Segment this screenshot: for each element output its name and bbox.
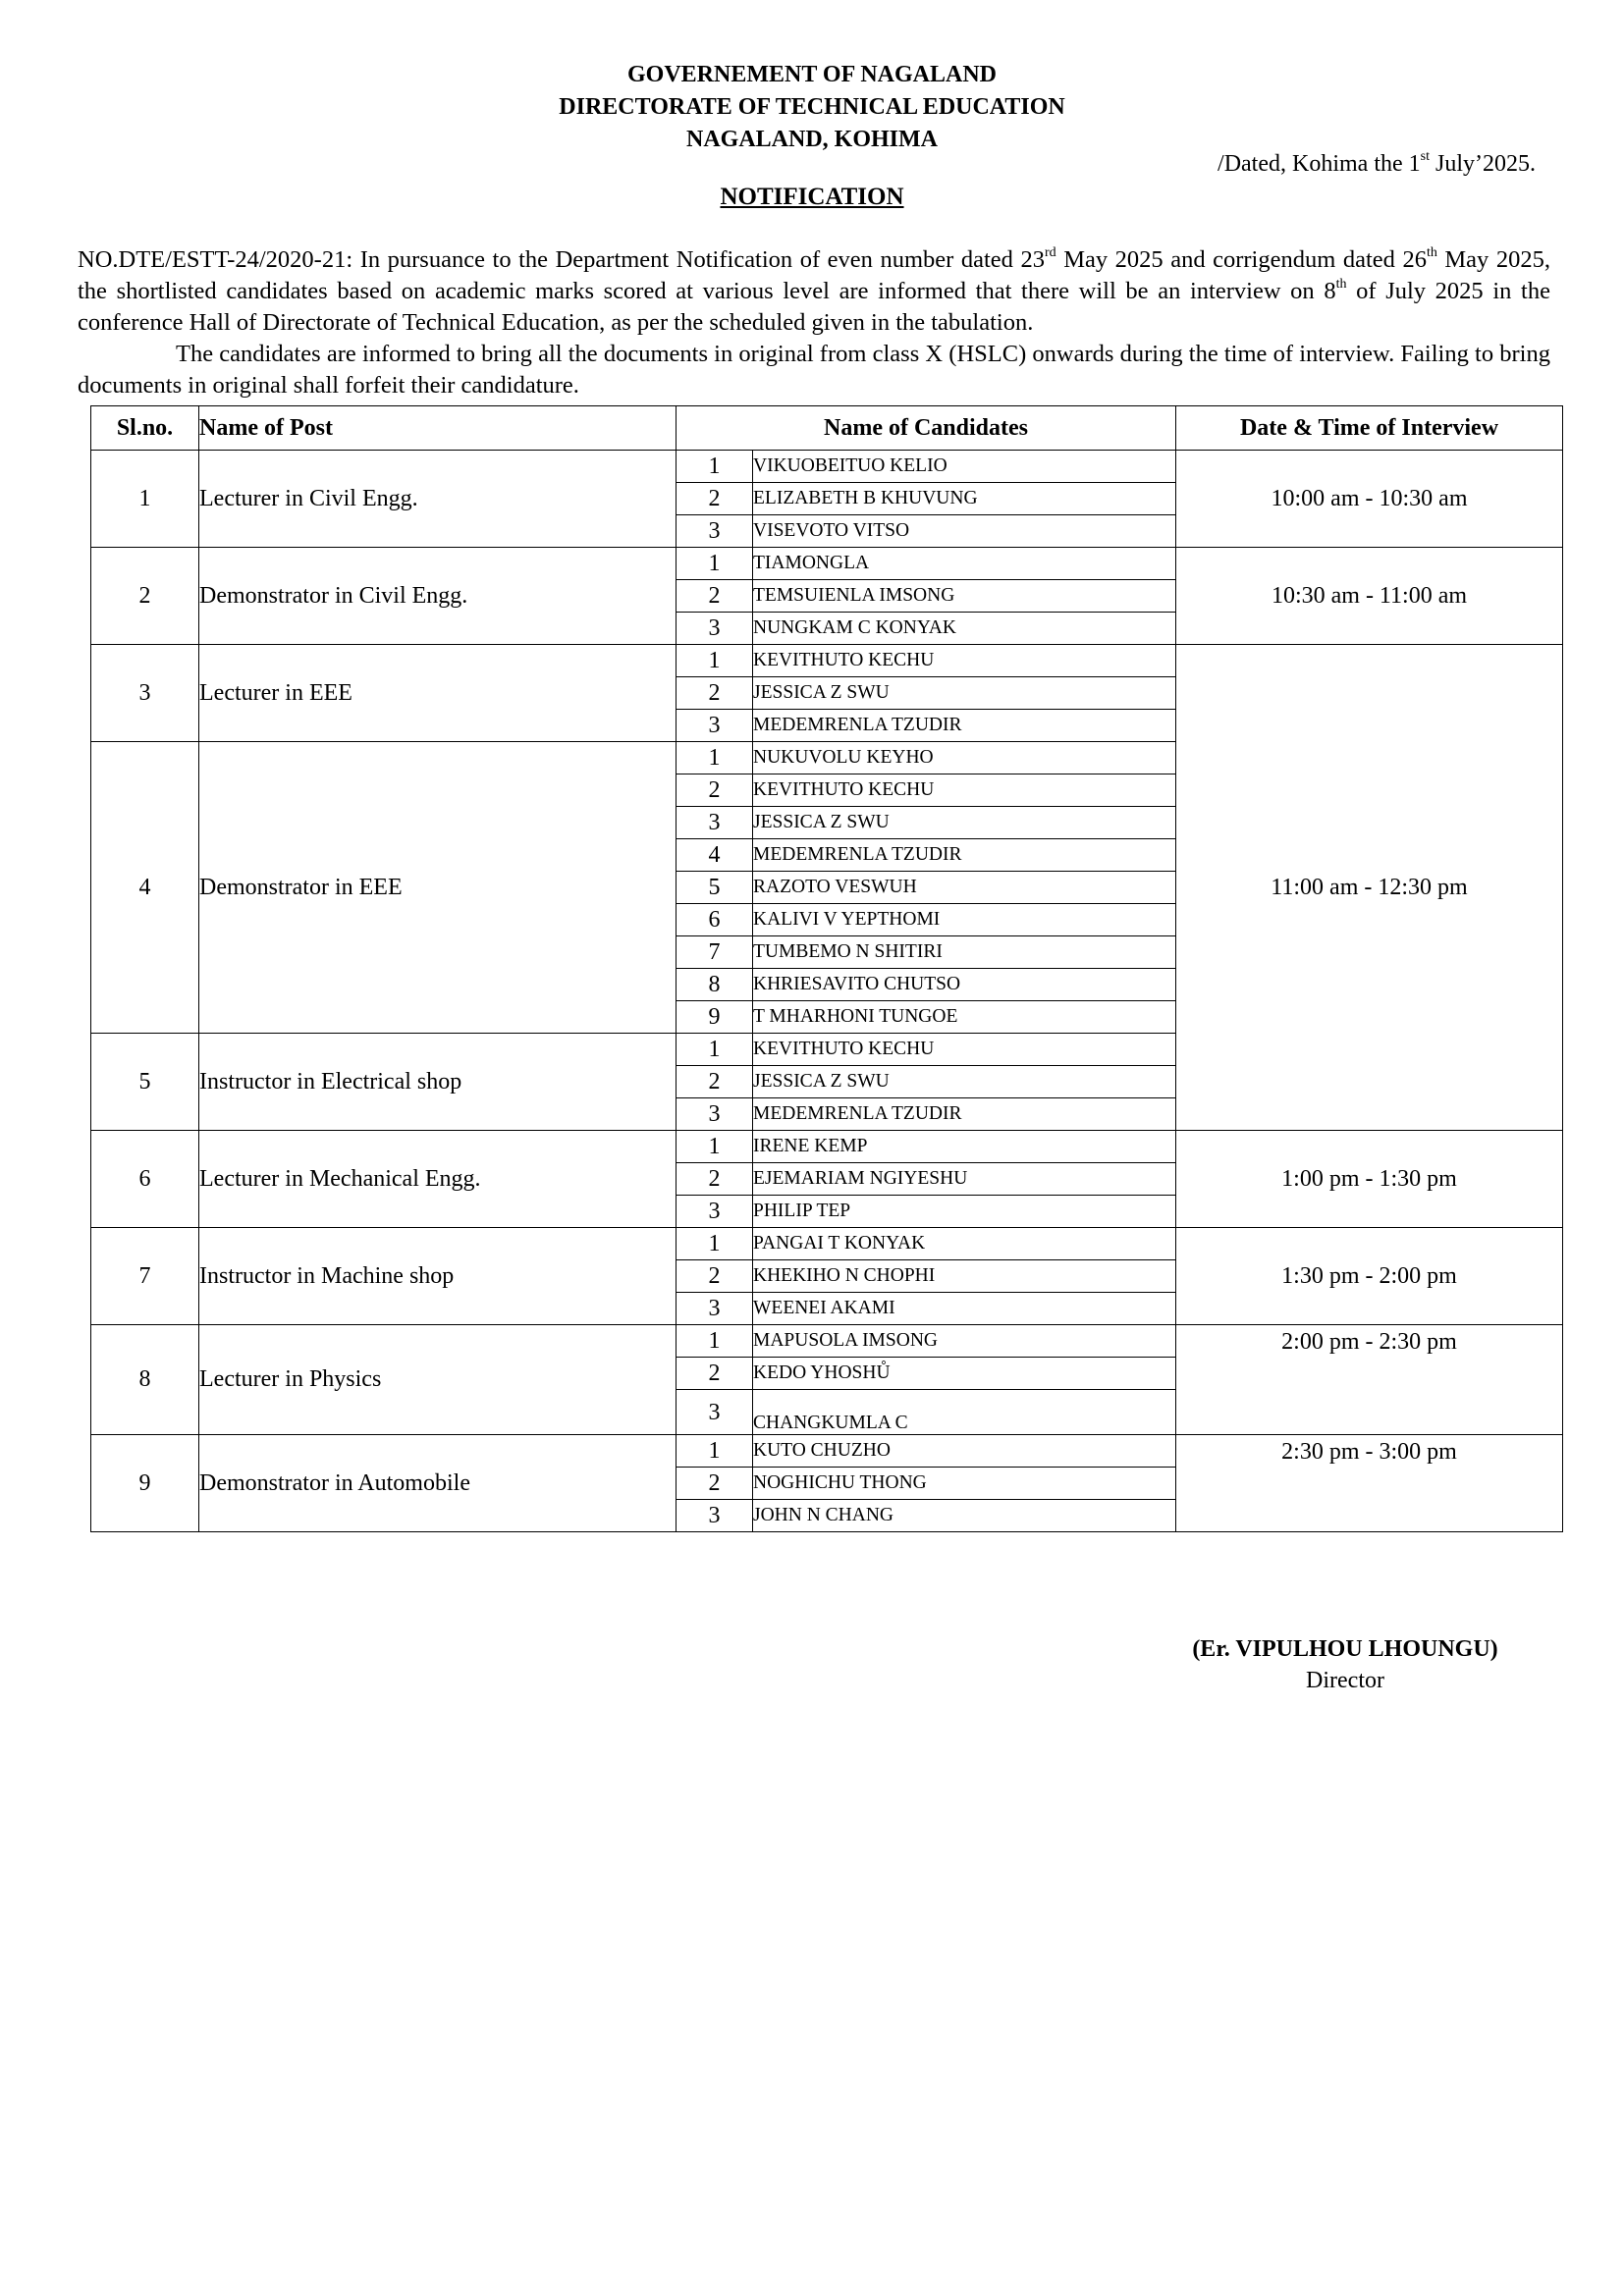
- signature-block: [1080, 1633, 1610, 1696]
- candidate-name: T MHARHONI TUNGOE: [753, 1001, 1176, 1034]
- serial-number: 1: [91, 451, 199, 548]
- table-row: [91, 1228, 1563, 1260]
- candidate-number: 1: [677, 451, 753, 483]
- table-row: [91, 1325, 1563, 1358]
- serial-number: 9: [91, 1435, 199, 1532]
- candidate-name: KHRIESAVITO CHUTSO: [753, 969, 1176, 1001]
- candidate-number: 1: [677, 645, 753, 677]
- table-row: [91, 548, 1563, 580]
- date-suffix: July’2025.: [1430, 151, 1536, 177]
- interview-time: 2:30 pm - 3:00 pm: [1176, 1435, 1563, 1532]
- signatory-name: (Er. VIPULHOU LHOUNGU): [1192, 1636, 1498, 1662]
- candidate-number: 6: [677, 904, 753, 936]
- candidate-number: 2: [677, 677, 753, 710]
- candidate-number: 3: [677, 1196, 753, 1228]
- candidate-name: JESSICA Z SWU: [753, 807, 1176, 839]
- candidate-name: TIAMONGLA: [753, 548, 1176, 580]
- header-sl-no: Sl.no.: [91, 406, 199, 451]
- candidate-number: 2: [677, 1163, 753, 1196]
- signatory-designation: Director: [1306, 1668, 1384, 1693]
- body-p1-sup1: rd: [1044, 244, 1056, 260]
- candidate-name: KEDO YHOSHŮ: [753, 1358, 1176, 1390]
- candidate-number: 3: [677, 515, 753, 548]
- interview-schedule-table: [90, 405, 1563, 1532]
- body-p1-d: of July 2025 in the conference Hall of Directorate of Technical Education, as per the scheduled given in the tabulation.: [78, 278, 1550, 336]
- candidate-name: NOGHICHU THONG: [753, 1468, 1176, 1500]
- candidate-number: 5: [677, 872, 753, 904]
- table-row: [91, 451, 1563, 483]
- candidate-name: KEVITHUTO KECHU: [753, 645, 1176, 677]
- candidate-number: 2: [677, 580, 753, 613]
- candidate-number: 2: [677, 483, 753, 515]
- document-header: [0, 59, 1624, 156]
- candidate-name: PHILIP TEP: [753, 1196, 1176, 1228]
- candidate-name: WEENEI AKAMI: [753, 1293, 1176, 1325]
- candidate-number: 3: [677, 1390, 753, 1435]
- serial-number: 6: [91, 1131, 199, 1228]
- post-name: Lecturer in Mechanical Engg.: [199, 1131, 677, 1228]
- candidate-name: MEDEMRENLA TZUDIR: [753, 1098, 1176, 1131]
- body-p1-b: May 2025 and corrigendum dated 26: [1056, 246, 1427, 273]
- date-line: [1218, 151, 1536, 178]
- serial-number: 2: [91, 548, 199, 645]
- body-p1-c: May 2025, the shortlisted candidates based on academic marks scored at various level are informed that there will be an interview on 8: [78, 246, 1550, 304]
- body-p1-a: NO.DTE/ESTT-24/2020-21: In pursuance to the Department Notification of even number dated 23: [78, 246, 1045, 273]
- candidate-name: EJEMARIAM NGIYESHU: [753, 1163, 1176, 1196]
- post-name: Demonstrator in Automobile: [199, 1435, 677, 1532]
- candidate-number: 3: [677, 1293, 753, 1325]
- candidate-number: 1: [677, 1131, 753, 1163]
- candidate-number: 1: [677, 1228, 753, 1260]
- candidate-name: KUTO CHUZHO: [753, 1435, 1176, 1468]
- serial-number: 3: [91, 645, 199, 742]
- candidate-number: 2: [677, 1260, 753, 1293]
- date-prefix: /Dated, Kohima the 1: [1218, 151, 1421, 177]
- candidate-number: 3: [677, 710, 753, 742]
- candidate-name: TUMBEMO N SHITIRI: [753, 936, 1176, 969]
- candidate-number: 3: [677, 1098, 753, 1131]
- candidate-name: CHANGKUMLA C: [753, 1390, 1176, 1435]
- body-p1-sup2: th: [1426, 244, 1437, 260]
- candidate-name: JESSICA Z SWU: [753, 677, 1176, 710]
- candidate-name: MEDEMRENLA TZUDIR: [753, 710, 1176, 742]
- candidate-name: KEVITHUTO KECHU: [753, 1034, 1176, 1066]
- table-row: [91, 1131, 1563, 1163]
- table-row: [91, 1435, 1563, 1468]
- candidate-number: 2: [677, 1066, 753, 1098]
- candidate-number: 8: [677, 969, 753, 1001]
- post-name: Lecturer in Civil Engg.: [199, 451, 677, 548]
- candidate-number: 1: [677, 1034, 753, 1066]
- interview-time: 1:00 pm - 1:30 pm: [1176, 1131, 1563, 1228]
- post-name: Demonstrator in EEE: [199, 742, 677, 1034]
- post-name: Lecturer in Physics: [199, 1325, 677, 1435]
- interview-time: 11:00 am - 12:30 pm: [1176, 645, 1563, 1131]
- post-name: Instructor in Electrical shop: [199, 1034, 677, 1131]
- body-p1-sup3: th: [1335, 276, 1347, 292]
- header-government: GOVERNEMENT OF NAGALAND: [626, 62, 998, 87]
- notification-title: NOTIFICATION: [720, 184, 904, 210]
- candidate-number: 7: [677, 936, 753, 969]
- candidate-number: 1: [677, 742, 753, 774]
- candidate-name: KALIVI V YEPTHOMI: [753, 904, 1176, 936]
- candidate-number: 3: [677, 807, 753, 839]
- candidate-number: 2: [677, 774, 753, 807]
- post-name: Instructor in Machine shop: [199, 1228, 677, 1325]
- table-row: [91, 645, 1563, 677]
- candidate-name: TEMSUIENLA IMSONG: [753, 580, 1176, 613]
- candidate-number: 3: [677, 1500, 753, 1532]
- candidate-name: NUNGKAM C KONYAK: [753, 613, 1176, 645]
- serial-number: 4: [91, 742, 199, 1034]
- candidate-name: KHEKIHO N CHOPHI: [753, 1260, 1176, 1293]
- serial-number: 7: [91, 1228, 199, 1325]
- candidate-name: NUKUVOLU KEYHO: [753, 742, 1176, 774]
- candidate-name: MAPUSOLA IMSONG: [753, 1325, 1176, 1358]
- candidate-number: 1: [677, 1325, 753, 1358]
- candidate-number: 9: [677, 1001, 753, 1034]
- candidate-number: 2: [677, 1468, 753, 1500]
- candidate-name: RAZOTO VESWUH: [753, 872, 1176, 904]
- header-name-of-candidates: Name of Candidates: [677, 406, 1176, 451]
- candidate-name: JESSICA Z SWU: [753, 1066, 1176, 1098]
- candidate-number: 1: [677, 548, 753, 580]
- candidate-name: ELIZABETH B KHUVUNG: [753, 483, 1176, 515]
- candidate-number: 4: [677, 839, 753, 872]
- post-name: Demonstrator in Civil Engg.: [199, 548, 677, 645]
- candidate-name: IRENE KEMP: [753, 1131, 1176, 1163]
- candidate-number: 1: [677, 1435, 753, 1468]
- serial-number: 8: [91, 1325, 199, 1435]
- body-paragraph-1: [78, 244, 1550, 339]
- candidate-name: PANGAI T KONYAK: [753, 1228, 1176, 1260]
- date-sup: st: [1420, 149, 1430, 164]
- candidate-number: 3: [677, 613, 753, 645]
- header-date-time: Date & Time of Interview: [1176, 406, 1563, 451]
- candidate-name: MEDEMRENLA TZUDIR: [753, 839, 1176, 872]
- header-name-of-post: Name of Post: [199, 406, 677, 451]
- table-body: [91, 451, 1563, 1532]
- interview-time: 1:30 pm - 2:00 pm: [1176, 1228, 1563, 1325]
- interview-time: 10:30 am - 11:00 am: [1176, 548, 1563, 645]
- candidate-name: VISEVOTO VITSO: [753, 515, 1176, 548]
- header-directorate: DIRECTORATE OF TECHNICAL EDUCATION: [559, 94, 1065, 120]
- table-header-row: [91, 406, 1563, 451]
- post-name: Lecturer in EEE: [199, 645, 677, 742]
- notification-body: [78, 244, 1550, 401]
- serial-number: 5: [91, 1034, 199, 1131]
- body-paragraph-2: The candidates are informed to bring all the documents in original from class X (HSLC) onwards during the time of interview. Failing to bring documents in original shall forfeit their candidature.: [78, 341, 1550, 399]
- interview-time: 10:00 am - 10:30 am: [1176, 451, 1563, 548]
- interview-time: 2:00 pm - 2:30 pm: [1176, 1325, 1563, 1435]
- header-location: NAGALAND, KOHIMA: [686, 127, 938, 152]
- candidate-name: KEVITHUTO KECHU: [753, 774, 1176, 807]
- candidate-name: JOHN N CHANG: [753, 1500, 1176, 1532]
- candidate-name: VIKUOBEITUO KELIO: [753, 451, 1176, 483]
- candidate-number: 2: [677, 1358, 753, 1390]
